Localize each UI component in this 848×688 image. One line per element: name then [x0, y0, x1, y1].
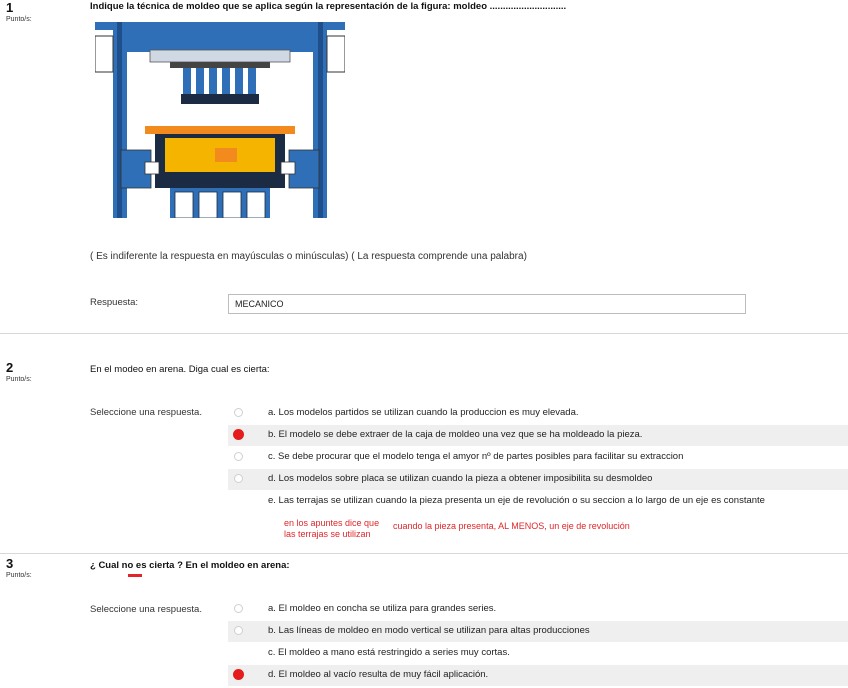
option-c[interactable] [228, 447, 848, 468]
option-text: c. El moldeo a mano está restringido a series muy cortas. [268, 647, 510, 658]
highlight-mark [128, 574, 142, 577]
select-label: Seleccione una respuesta. [90, 604, 202, 615]
option-c[interactable] [228, 643, 848, 664]
option-b[interactable] [228, 621, 848, 642]
feedback-text: cuando la pieza presenta, AL MENOS, un eje de revolución [393, 521, 630, 531]
radio-button[interactable] [234, 452, 243, 461]
option-b[interactable] [228, 425, 848, 446]
radio-button[interactable] [234, 474, 243, 483]
question-number: 1 [6, 0, 14, 15]
question-text: ¿ Cual no es cierta ? En el moldeo en arena: [90, 560, 290, 571]
radio-button[interactable] [230, 644, 248, 662]
option-text: b. Las líneas de moldeo en modo vertical se utilizan para altas producciones [268, 625, 590, 636]
radio-button[interactable] [234, 604, 243, 613]
question-text: En el modeo en arena. Diga cual es cierta: [90, 364, 270, 375]
question-separator [0, 553, 848, 554]
radio-button-selected[interactable] [233, 429, 244, 440]
answer-note: ( Es indiferente la respuesta en mayúsculas o minúsculas) ( La respuesta comprende una palabra) [90, 251, 527, 262]
points-label: Punto/s: [6, 376, 32, 383]
option-a[interactable] [228, 599, 848, 620]
option-d[interactable] [228, 469, 848, 490]
feedback-note: en los apuntes dice que las terrajas se utilizan [284, 518, 380, 539]
points-label: Punto/s: [6, 16, 32, 23]
question-text: Indique la técnica de moldeo que se aplica según la representación de la figura: moldeo ............................. [90, 1, 567, 12]
option-text: d. El moldeo al vacío resulta de muy fácil aplicación. [268, 669, 489, 680]
question-separator [0, 333, 848, 334]
question-number: 3 [6, 556, 14, 571]
radio-button[interactable] [230, 492, 248, 510]
option-text: b. El modelo se debe extraer de la caja de moldeo una vez que se ha moldeado la pieza. [268, 429, 643, 440]
option-text: d. Los modelos sobre placa se utilizan cuando la pieza a obtener imposibilita su desmoldeo [268, 473, 653, 484]
question-number: 2 [6, 360, 14, 375]
option-a[interactable] [228, 403, 848, 424]
option-e[interactable] [228, 491, 848, 512]
radio-button-selected[interactable] [233, 669, 244, 680]
radio-button[interactable] [234, 408, 243, 417]
points-label: Punto/s: [6, 572, 32, 579]
option-text: a. Los modelos partidos se utilizan cuando la produccion es muy elevada. [268, 407, 579, 418]
option-d[interactable] [228, 665, 848, 686]
option-text: e. Las terrajas se utilizan cuando la pieza presenta un eje de revolución o su seccion a lo largo de un eje es constante [268, 495, 765, 506]
moulding-machine-figure [95, 22, 345, 218]
answer-input[interactable]: MECANICO [228, 294, 746, 314]
radio-button[interactable] [234, 626, 243, 635]
option-text: c. Se debe procurar que el modelo tenga el amyor nº de partes posibles para facilitar su extraccion [268, 451, 684, 462]
option-text: a. El moldeo en concha se utiliza para grandes series. [268, 603, 497, 614]
answer-label: Respuesta: [90, 297, 139, 308]
select-label: Seleccione una respuesta. [90, 407, 202, 418]
